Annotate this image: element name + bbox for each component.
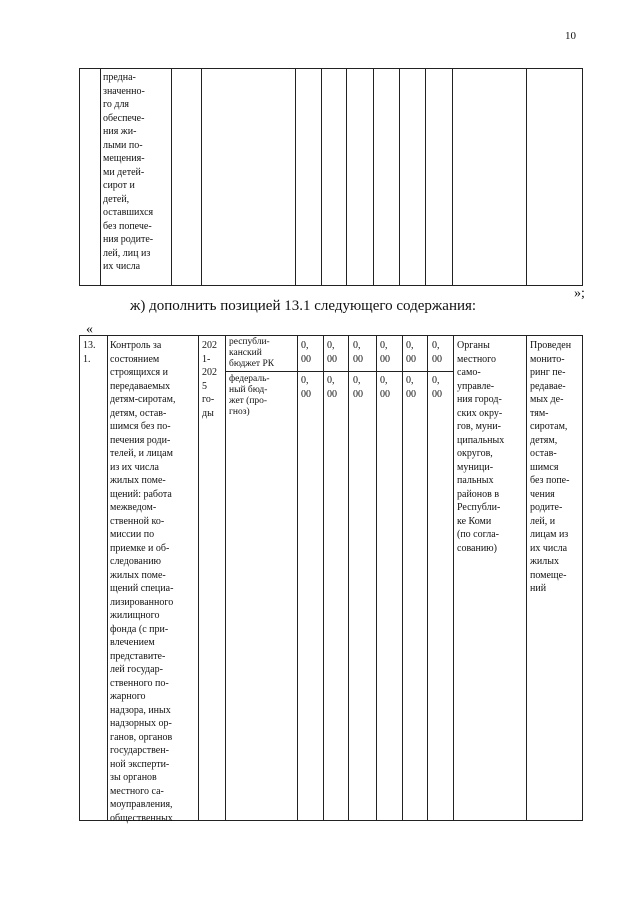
top-table: [79, 68, 583, 286]
value-regional: 0, 00: [327, 340, 337, 365]
purpose-text: предна- значенно- го для обеспече- ния жи- лыми по- мещения- ми детей- сирот и детей, оставшихся без попече- ния родите- лей, лиц из их числа: [103, 72, 154, 272]
value-regional: 0, 00: [353, 340, 363, 365]
value-federal: 0, 00: [353, 375, 363, 400]
position-13-1-table: [79, 335, 583, 824]
opening-quote: «: [86, 322, 93, 337]
value-federal: 0, 00: [406, 375, 416, 400]
funding-source-federal: федераль- ный бюд- жет (про- гноз): [229, 374, 270, 417]
value-regional: 0, 00: [432, 340, 442, 365]
row-period: 202 1- 202 5 го- ды: [202, 340, 217, 419]
row-result: Проведен монито- ринг пе- редавае- мых де- тям- сиротам, детям, остав- шимся без попе- чения родите- лей, и лицам из их числа жилых помеще- ний: [530, 340, 572, 594]
value-regional: 0, 00: [406, 340, 416, 365]
row-number: 13. 1.: [83, 340, 96, 365]
value-federal: 0, 00: [327, 375, 337, 400]
closing-quote: »;: [574, 286, 585, 301]
row-executor: Органы местного само- управле- ния город- ских окру- гов, муни- ципальных округов, муници- пальных районов в Республи- ке Коми (по согла- сованию): [457, 340, 505, 554]
page-number: 10: [565, 30, 576, 42]
amendment-heading: ж) дополнить позицией 13.1 следующего содержания:: [130, 298, 477, 314]
row-description: Контроль за состоянием строящихся и передаваемых детям-сиротам, детям, остав- шимся без по- печения роди- телей, и лицам из их числа жилых поме- щений: работа межведом- ственной ко- миссии по приемке и об- следованию жилых поме- щений специа- лизированного жилищного фонда (с при- влечением представите- лей государ- ственного по- жарного надзора, иных надзорных ор- ганов, органов государствен- ной эксперти- зы органов местного са- моуправления, общественных: [110, 340, 176, 824]
value-federal: 0, 00: [432, 375, 442, 400]
value-regional: 0, 00: [380, 340, 390, 365]
funding-source-regional: республи- канский бюджет РК: [229, 337, 275, 369]
value-regional: 0, 00: [301, 340, 311, 365]
value-federal: 0, 00: [301, 375, 311, 400]
value-federal: 0, 00: [380, 375, 390, 400]
